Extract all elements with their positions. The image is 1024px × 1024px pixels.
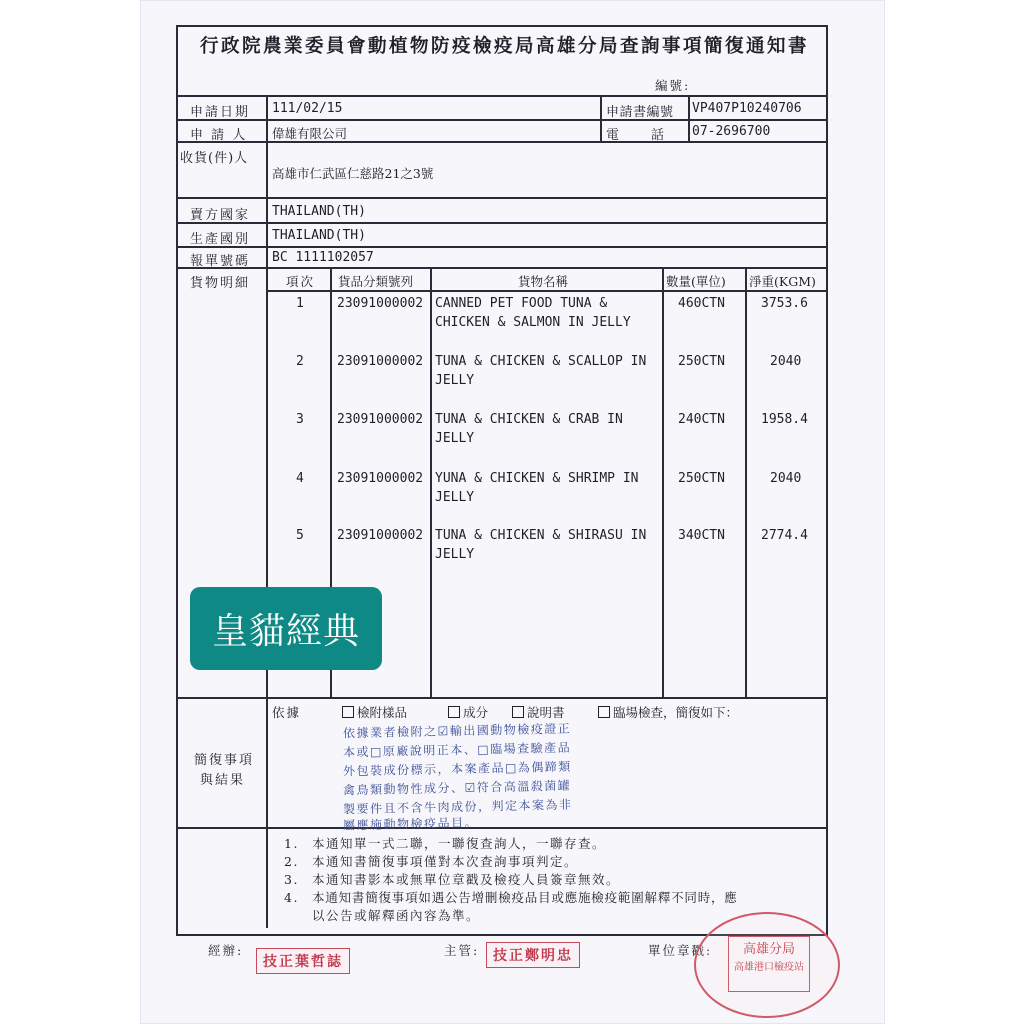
row-hs-code: 23091000002 (337, 296, 424, 311)
basis-label: 依據 (272, 705, 302, 720)
row-goods-name-1: YUNA & CHICKEN & SHRIMP IN (435, 471, 639, 486)
reply-stamp-line2: 本或□原廠說明正本、□臨場查驗產品 (342, 740, 572, 760)
row-net-weight: 3753.6 (761, 296, 808, 311)
reply-stamp-line4: 禽鳥類動物性成分、☑符合高溫殺菌罐 (342, 778, 572, 798)
note-text: 本通知書簡復事項僅對本次查詢事項判定。 (312, 854, 579, 869)
handler-label: 經辦: (208, 943, 244, 958)
row-goods-name-1: TUNA & CHICKEN & CRAB IN (435, 412, 623, 427)
note-number: 4. (284, 890, 299, 905)
reply-stamp-line5: 製要件且不含牛肉成份，判定本案為非 (342, 797, 573, 817)
option-label: 臨場檢查，簡復如下： (613, 705, 739, 720)
reply-label-line1: 簡復事項 (194, 753, 255, 768)
seller-country-value: THAILAND(TH) (272, 204, 366, 219)
reply-stamp-line6: 屬應施動物檢疫品目。 (342, 815, 479, 833)
row-goods-name-1: CANNED PET FOOD TUNA & (435, 296, 608, 311)
reply-stamp-line3: 外包裝成份標示，本案產品□為偶蹄類 (342, 759, 572, 779)
apply-date-value: 111/02/15 (272, 101, 343, 116)
watermark-badge: 皇貓經典 (190, 587, 382, 670)
column-goods-name: 貨物名稱 (518, 274, 569, 289)
origin-country-value: THAILAND(TH) (272, 228, 366, 243)
option-label: 說明書 (527, 705, 565, 720)
row-quantity: 460CTN (678, 296, 725, 311)
applicant-label: 申 請 人 (190, 128, 248, 143)
row-item-no: 4 (296, 471, 304, 486)
phone-label: 電 話 (606, 128, 667, 143)
row-item-no: 3 (296, 412, 304, 427)
row-net-weight: 2040 (770, 354, 802, 369)
row-goods-name-2: JELLY (435, 547, 475, 562)
row-hs-code: 23091000002 (337, 528, 424, 543)
supervisor-signature-stamp: 技正鄭明忠 (486, 942, 580, 968)
row-quantity: 340CTN (678, 528, 725, 543)
row-goods-name-2: JELLY (435, 373, 475, 388)
unit-seal-label: 單位章戳: (648, 943, 713, 958)
option-ingredients (448, 703, 488, 721)
note-number: 2. (284, 854, 299, 869)
column-hs-code: 貨品分類號列 (338, 274, 414, 289)
column-quantity: 數量(單位) (666, 274, 726, 289)
apply-date-label: 申請日期 (190, 105, 251, 120)
seller-country-label: 賣方國家 (190, 208, 251, 223)
row-net-weight: 2774.4 (761, 528, 808, 543)
declaration-label: 報單號碼 (190, 254, 251, 269)
reply-stamp-line1: 依據業者檢附之☑輸出國動物檢疫證正 (342, 721, 572, 741)
consignee-address: 高雄市仁武區仁慈路21之3號 (272, 166, 434, 181)
seal-line1: 高雄分局 (742, 942, 795, 957)
checkbox (598, 706, 610, 718)
row-quantity: 250CTN (678, 471, 725, 486)
supervisor-label: 主管: (444, 943, 480, 958)
option-label: 檢附樣品 (357, 705, 408, 720)
note-text-continued: 以公告或解釋函內容為準。 (312, 908, 481, 923)
row-goods-name-2: CHICKEN & SALMON IN JELLY (435, 315, 631, 330)
declaration-value: BC 1111102057 (272, 250, 374, 265)
official-seal (694, 912, 840, 1018)
row-item-no: 5 (296, 528, 304, 543)
row-goods-name-1: TUNA & CHICKEN & SHIRASU IN (435, 528, 647, 543)
form-number-label: 申請書編號 (606, 105, 674, 120)
option-manual (512, 703, 565, 721)
note-number: 3. (284, 872, 299, 887)
row-hs-code: 23091000002 (337, 471, 424, 486)
row-goods-name-2: JELLY (435, 431, 475, 446)
origin-country-label: 生產國別 (190, 232, 251, 247)
row-net-weight: 2040 (770, 471, 802, 486)
checkbox (448, 706, 460, 718)
row-goods-name-2: JELLY (435, 490, 475, 505)
note-text: 本通知書影本或無單位章戳及檢疫人員簽章無效。 (312, 872, 621, 887)
row-item-no: 1 (296, 296, 304, 311)
checkbox (512, 706, 524, 718)
row-net-weight: 1958.4 (761, 412, 808, 427)
goods-section-label: 貨物明細 (190, 276, 251, 291)
phone-value: 07-2696700 (692, 124, 771, 139)
document-title: 行政院農業委員會動植物防疫檢疫局高雄分局查詢事項簡復通知書 (200, 36, 810, 57)
row-quantity: 250CTN (678, 354, 725, 369)
seal-line2: 高雄港口檢疫站 (734, 962, 804, 973)
option-label: 成分 (463, 705, 489, 720)
row-item-no: 2 (296, 354, 304, 369)
row-hs-code: 23091000002 (337, 354, 424, 369)
option-sample (342, 703, 407, 721)
row-hs-code: 23091000002 (337, 412, 424, 427)
note-text: 本通知單一式二聯，一聯復查詢人，一聯存查。 (312, 836, 607, 851)
applicant-value: 偉雄有限公司 (272, 126, 348, 141)
consignee-label: 收貨(件)人 (180, 151, 249, 166)
option-inspection (598, 703, 738, 721)
note-text: 本通知書簡復事項如遇公告增刪檢疫品目或應施檢疫範圍解釋不同時，應 (312, 890, 738, 905)
handler-signature-stamp: 技正葉哲誌 (256, 948, 350, 974)
column-net-weight: 淨重(KGM) (749, 274, 816, 289)
row-goods-name-1: TUNA & CHICKEN & SCALLOP IN (435, 354, 647, 369)
note-number: 1. (284, 836, 299, 851)
row-quantity: 240CTN (678, 412, 725, 427)
number-label: 編號: (655, 78, 691, 93)
checkbox (342, 706, 354, 718)
reply-label-line2: 與結果 (200, 773, 246, 788)
column-item-no: 項次 (286, 274, 316, 289)
form-number-value: VP407P10240706 (692, 101, 802, 116)
